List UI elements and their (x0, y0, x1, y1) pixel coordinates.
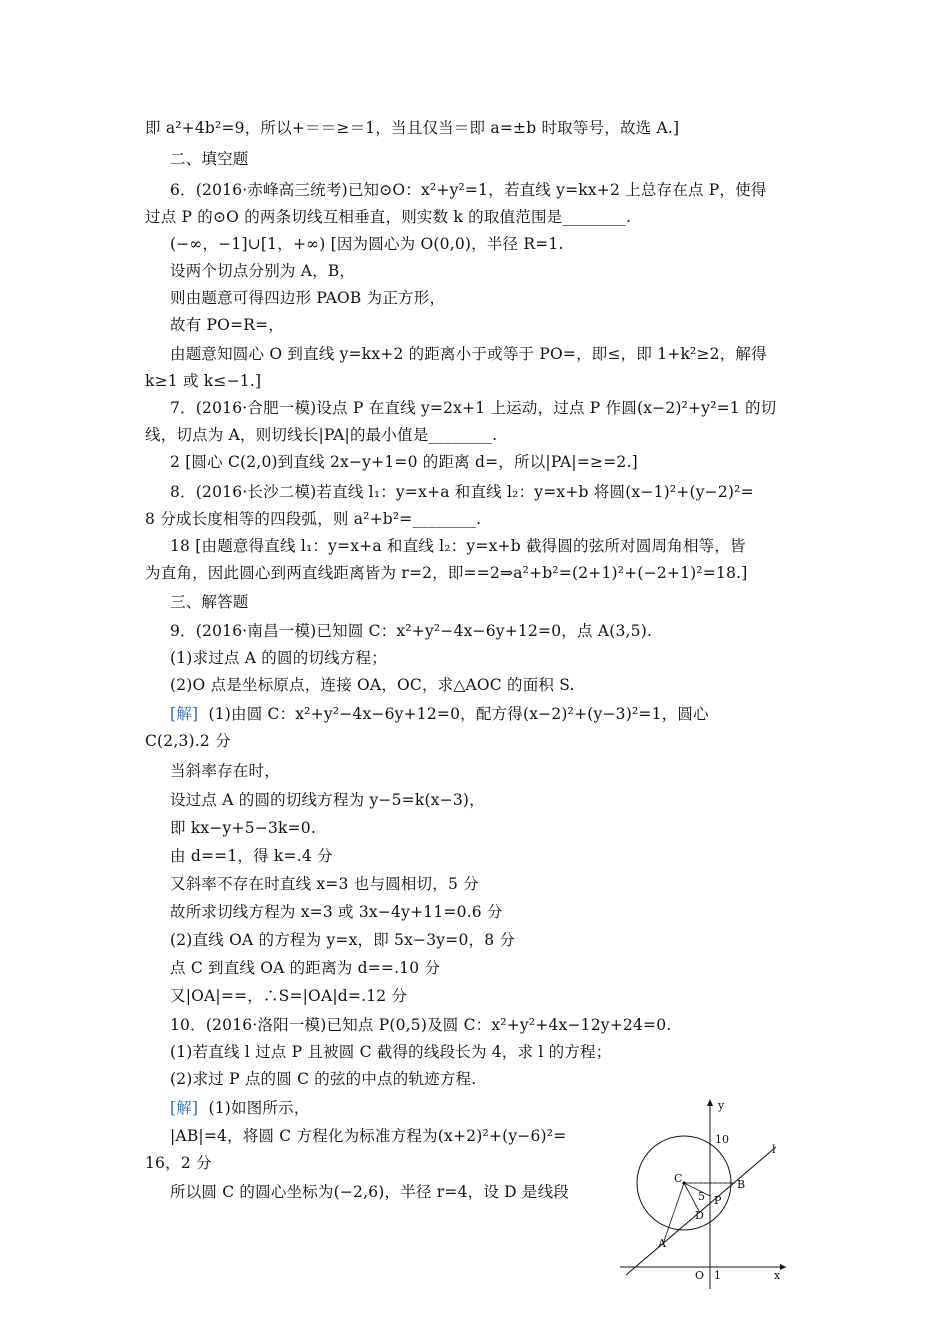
problem-9-part-1: (1)求过点 A 的圆的切线方程； (170, 649, 387, 667)
text-line: 故所求切线方程为 x=3 或 3x−4y+11=0.6 分 (170, 903, 503, 921)
answer-7: 2 [圆心 C(2,0)到直线 2x−y+1=0 的距离 d=，所以|PA|=≥=2.] (170, 453, 638, 471)
problem-6-line-2: 过点 P 的⊙O 的两条切线互相垂直，则实数 k 的取值范围是________. (145, 208, 632, 226)
solution-tag: [解] (170, 1099, 199, 1117)
problem-9-part-2: (2)O 点是坐标原点，连接 OA，OC，求△AOC 的面积 S. (170, 676, 575, 694)
problem-8-line-2: 8 分成长度相等的四段弧，则 a²+b²=________. (145, 510, 482, 528)
problem-10-part-2: (2)求过 P 点的圆 C 的弦的中点的轨迹方程. (170, 1070, 477, 1088)
point-p-label: P (714, 1194, 722, 1207)
problem-6-line-1: 6．(2016·赤峰高三统考)已知⊙O：x²+y²=1，若直线 y=kx+2 上总存在点 P，使得 (170, 181, 767, 199)
y-axis-arrow-icon (707, 1099, 713, 1106)
point-b-label: B (737, 1178, 746, 1191)
problem-8-line-1: 8．(2016·长沙二模)若直线 l₁：y=x+a 和直线 l₂：y=x+b 将圆(x−1)²+(y−2)²= (170, 483, 754, 501)
text-line: C(2,3).2 分 (145, 732, 231, 750)
x-axis-arrow-icon (780, 1264, 786, 1270)
problem-7-line-1: 7．(2016·合肥一模)设点 P 在直线 y=2x+1 上运动，过点 P 作圆(x−2)²+y²=1 的切 (170, 399, 777, 417)
text-span: (1)由圆 C：x²+y²−4x−6y+12=0，配方得(x−2)²+(y−3)²=1，圆心 (208, 705, 709, 723)
answer-8-line-1: 18 [由题意得直线 l₁：y=x+a 和直线 l₂：y=x+b 截得圆的弦所对圆周角相等，皆 (170, 537, 746, 555)
text-line: 所以圆 C 的圆心坐标为(−2,6)，半径 r=4，设 D 是线段 (170, 1183, 570, 1201)
problem-7-line-2: 线，切点为 A，则切线长|PA|的最小值是________. (145, 426, 498, 444)
text-line: 由 d==1，得 k=.4 分 (170, 847, 333, 865)
point-c (682, 1181, 685, 1184)
tick-label-one: 1 (714, 1269, 721, 1282)
text-line: 点 C 到直线 OA 的距离为 d==.10 分 (170, 959, 441, 977)
text-line: 设过点 A 的圆的切线方程为 y−5=k(x−3)， (170, 791, 485, 809)
solution-10-line-1 (170, 1098, 310, 1118)
x-axis-label: x (774, 1269, 781, 1282)
line-l-label: l (772, 1143, 776, 1156)
problem-10-part-1: (1)若直线 l 过点 P 且被圆 C 截得的线段长为 4，求 l 的方程； (170, 1043, 612, 1061)
text-line: (2)直线 OA 的方程为 y=x，即 5x−3y=0，8 分 (170, 931, 516, 949)
text-line: 由题意知圆心 O 到直线 y=kx+2 的距离小于或等于 PO=，即≤，即 1+k²≥2，解得 (170, 345, 767, 363)
tick-label-ten: 10 (715, 1133, 729, 1146)
solution-9-line-1 (170, 704, 709, 724)
text-line: k≥1 或 k≤−1.] (145, 372, 262, 390)
section-heading: 二、填空题 (170, 150, 249, 168)
problem-10: 10．(2016·洛阳一模)已知点 P(0,5)及圆 C：x²+y²+4x−12y+24=0. (170, 1016, 672, 1034)
text-line: 故有 PO=R=， (170, 316, 285, 334)
point-d-label: D (695, 1209, 704, 1222)
point-a-label: A (658, 1237, 666, 1250)
text-line: |AB|=4，将圆 C 方程化为标准方程为(x+2)²+(y−6)²= (170, 1127, 567, 1145)
text-line: 16，2 分 (145, 1154, 212, 1172)
answer-8-line-2: 为直角，因此圆心到两直线距离皆为 r=2，即==2⇒a²+b²=(2+1)²+(−2+1)²=18.] (145, 564, 748, 582)
text-line: 当斜率存在时， (170, 762, 280, 780)
problem-9: 9．(2016·南昌一模)已知圆 C：x²+y²−4x−6y+12=0，点 A(3,5). (170, 622, 653, 640)
text-line: 则由题意可得四边形 PAOB 为正方形， (170, 289, 446, 307)
text-line: 又|OA|==，∴S=|OA|d=.12 分 (170, 987, 408, 1005)
text-line: 又斜率不存在时直线 x=3 也与圆相切，5 分 (170, 875, 479, 893)
text-span: (1)如图所示， (208, 1099, 310, 1117)
section-heading: 三、解答题 (170, 593, 249, 611)
circle-diagram (618, 1095, 788, 1290)
point-c-label: C (674, 1172, 683, 1185)
text-line: 即 kx−y+5−3k=0. (170, 819, 316, 837)
length-label: 5 (698, 1190, 705, 1203)
text-line: 设两个切点分别为 A，B， (170, 262, 356, 280)
answer-6-line-1: (−∞，−1]∪[1，+∞) [因为圆心为 O(0,0)，半径 R=1. (170, 235, 564, 253)
origin-label: O (695, 1269, 705, 1282)
y-axis-label: y (718, 1099, 725, 1112)
text-line: 即 a²+4b²=9，所以+＝＝≥＝1，当且仅当＝即 a=±b 时取等号，故选 A.] (145, 119, 680, 137)
solution-tag: [解] (170, 705, 199, 723)
